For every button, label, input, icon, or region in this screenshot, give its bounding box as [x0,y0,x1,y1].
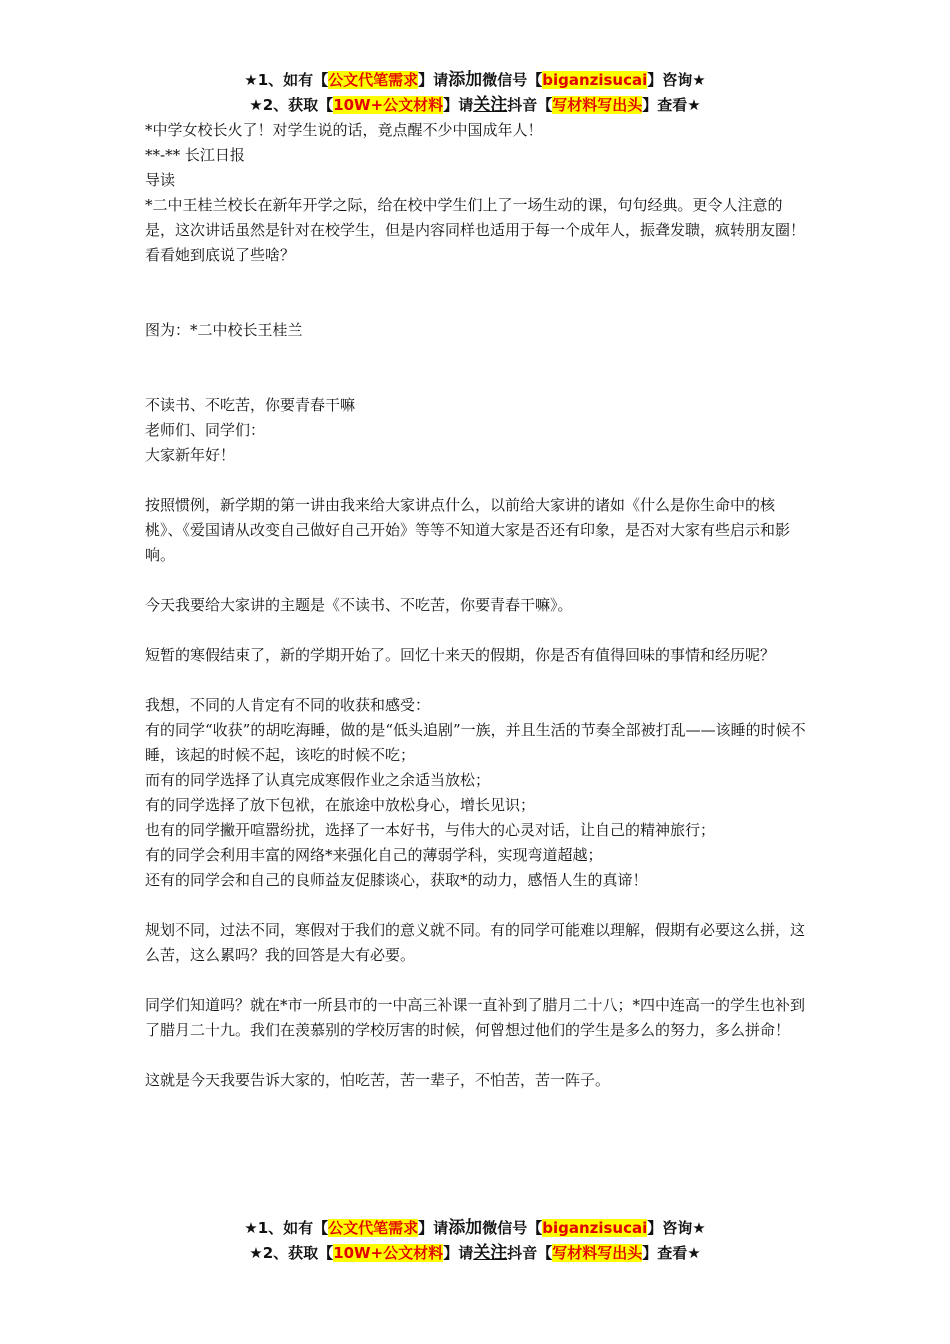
bottom-banner [0,1216,950,1266]
guide-text: *二中王桂兰校长在新年开学之际，给在校中学生们上了一场生动的课，句句经典。更令人注意的是，这次讲话虽然是针对在校学生，但是内容同样也适用于每一个成年人，振聋发聩，疯转朋友圈！看看她到底说了些啥？ [145,196,806,264]
article-body [145,118,807,1093]
list-item: 也有的同学撇开喧嚣纷扰，选择了一本好书，与伟大的心灵对话，让自己的精神旅行； [145,821,716,839]
banner-line-1: ★1、如有【公文代笔需求】请添加微信号【biganzisucai】咨询★ [244,70,706,90]
banner-line-2: ★2、获取【10W+公文材料】请关注抖音【写材料写出头】查看★ [249,1243,701,1263]
guide-label: 导读 [145,171,176,189]
paragraph: 短暂的寒假结束了，新的学期开始了。回忆十来天的假期，你是否有值得回味的事情和经历呢？ [145,646,776,664]
greeting-1: 老师们、同学们： [145,421,266,439]
banner-line-2: ★2、获取【10W+公文材料】请关注抖音【写材料写出头】查看★ [249,95,701,115]
banner-highlight-wechat-id: biganzisucai [542,1219,648,1237]
paragraph: 这就是今天我要告诉大家的，怕吃苦，苦一辈子，不怕苦，苦一阵子。 [145,1071,611,1089]
paragraph: 今天我要给大家讲的主题是《不读书、不吃苦，你要青春干嘛》。 [145,596,573,614]
list-item: 还有的同学会和自己的良师益友促膝谈心，获取*的动力，感悟人生的真谛！ [145,871,648,889]
greeting-2: 大家新年好！ [145,446,236,464]
image-caption: 图为：*二中校长王桂兰 [145,321,303,339]
list-item: 而有的同学选择了认真完成寒假作业之余适当放松； [145,771,491,789]
banner-highlight-service: 公文代笔需求 [328,71,419,89]
article-source: **-** 长江日报 [145,146,245,164]
banner-highlight-douyin: 写材料写出头 [552,96,643,114]
speech-title: 不读书、不吃苦，你要青春干嘛 [145,396,356,414]
banner-highlight-service: 公文代笔需求 [328,1219,419,1237]
banner-highlight-wechat-id: biganzisucai [542,71,648,89]
article-title: *中学女校长火了！对学生说的话，竟点醒不少中国成年人！ [145,121,543,139]
banner-highlight-materials: 10W+公文材料 [333,1244,444,1262]
paragraph: 规划不同，过法不同，寒假对于我们的意义就不同。有的同学可能难以理解，假期有必要这么拼，这么苦，这么累吗？我的回答是大有必要。 [145,921,806,964]
list-item: 有的同学“收获”的胡吃海睡，做的是“低头追剧”一族，并且生活的节奏全部被打乱——该睡的时候不睡，该起的时候不起，该吃的时候不吃； [145,721,806,764]
banner-highlight-materials: 10W+公文材料 [333,96,444,114]
paragraph: 同学们知道吗？就在*市一所县市的一中高三补课一直补到了腊月二十八；*四中连高一的学生也补到了腊月二十九。我们在羡慕别的学校厉害的时候，何曾想过他们的学生是多么的努力，多么拼命！ [145,996,806,1039]
list-item: 有的同学选择了放下包袱，在旅途中放松身心，增长见识； [145,796,536,814]
list-intro: 我想，不同的人肯定有不同的收获和感受： [145,696,431,714]
banner-line-1: ★1、如有【公文代笔需求】请添加微信号【biganzisucai】咨询★ [244,1218,706,1238]
top-banner [0,68,950,118]
paragraph: 按照惯例，新学期的第一讲由我来给大家讲点什么，以前给大家讲的诸如《什么是你生命中的核桃》、《爱国请从改变自己做好自己开始》等等不知道大家是否还有印象，是否对大家有些启示和影响。 [145,496,791,564]
list-item: 有的同学会利用丰富的网络*来强化自己的薄弱学科，实现弯道超越； [145,846,603,864]
banner-highlight-douyin: 写材料写出头 [552,1244,643,1262]
